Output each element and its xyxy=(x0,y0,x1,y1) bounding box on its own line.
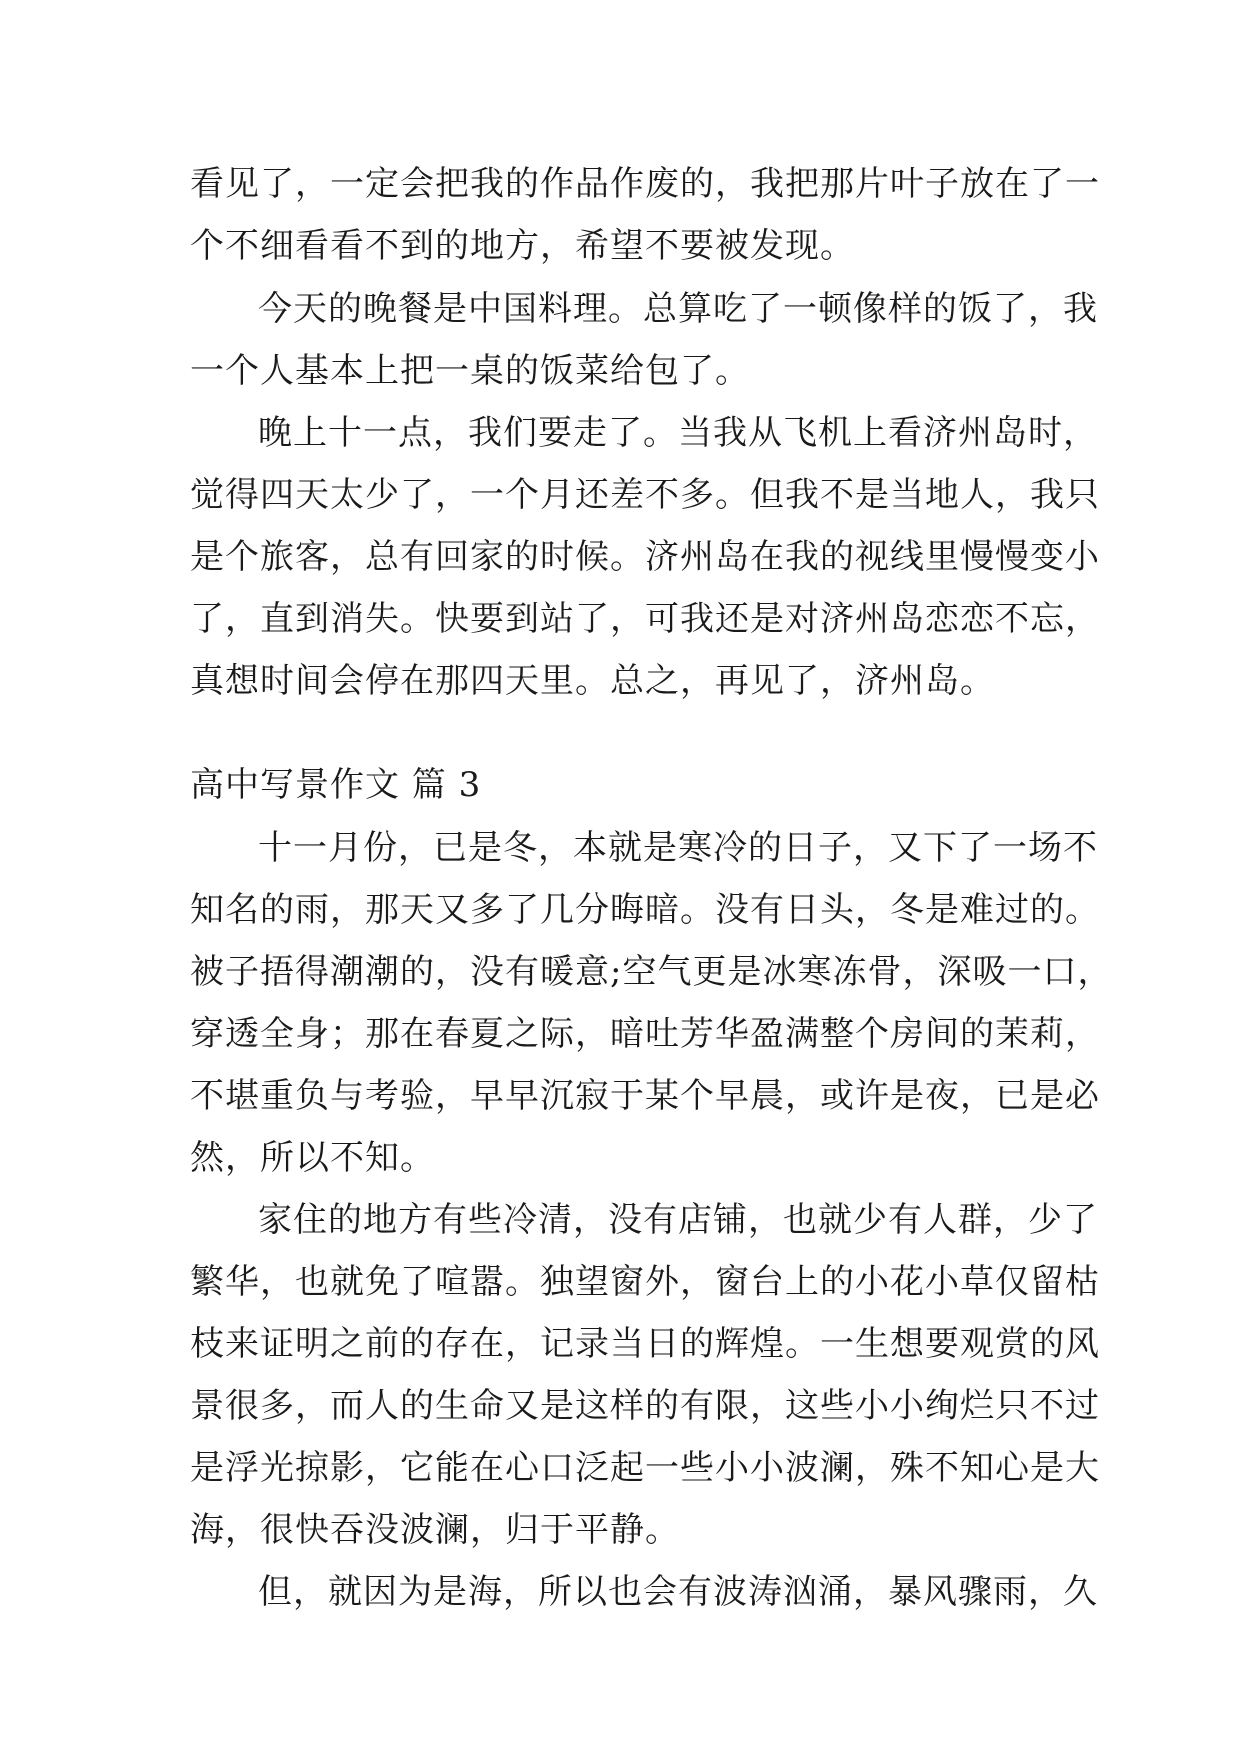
paragraph-start-line: 十一月份，已是冬，本就是寒冷的日子，又下了一场不 xyxy=(258,828,1098,868)
text-line: 一个人基本上把一桌的饭菜给包了。 xyxy=(190,351,750,391)
text-line: 然，所以不知。 xyxy=(190,1138,435,1178)
text-line: 被子捂得潮潮的，没有暖意;空气更是冰寒冻骨，深吸一口， xyxy=(190,952,1113,992)
text-line: 是浮光掠影，它能在心口泛起一些小小波澜，殊不知心是大 xyxy=(190,1448,1100,1488)
section-heading: 高中写景作文 篇 3 xyxy=(190,765,482,805)
text-line: 穿透全身；那在春夏之际，暗吐芳华盈满整个房间的茉莉， xyxy=(190,1014,1100,1054)
text-line: 海，很快吞没波澜，归于平静。 xyxy=(190,1510,680,1550)
text-line: 知名的雨，那天又多了几分晦暗。没有日头，冬是难过的。 xyxy=(190,890,1100,930)
text-line: 个不细看看不到的地方，希望不要被发现。 xyxy=(190,226,855,266)
text-line: 枝来证明之前的存在，记录当日的辉煌。一生想要观赏的风 xyxy=(190,1324,1100,1364)
paragraph-start-line: 但，就因为是海，所以也会有波涛汹涌，暴风骤雨，久 xyxy=(258,1572,1098,1612)
text-line: 不堪重负与考验，早早沉寂于某个早晨，或许是夜，已是必 xyxy=(190,1076,1100,1116)
text-line: 觉得四天太少了，一个月还差不多。但我不是当地人，我只 xyxy=(190,475,1100,515)
paragraph-start-line: 今天的晚餐是中国料理。总算吃了一顿像样的饭了，我 xyxy=(258,289,1098,329)
text-line: 景很多，而人的生命又是这样的有限，这些小小绚烂只不过 xyxy=(190,1386,1100,1426)
text-line: 真想时间会停在那四天里。总之，再见了，济州岛。 xyxy=(190,661,995,701)
text-line: 是个旅客，总有回家的时候。济州岛在我的视线里慢慢变小 xyxy=(190,537,1100,577)
text-line: 看见了，一定会把我的作品作废的，我把那片叶子放在了一 xyxy=(190,164,1100,204)
text-line: 了，直到消失。快要到站了，可我还是对济州岛恋恋不忘， xyxy=(190,599,1100,639)
paragraph-start-line: 家住的地方有些冷清，没有店铺，也就少有人群，少了 xyxy=(258,1200,1098,1240)
paragraph-start-line: 晚上十一点，我们要走了。当我从飞机上看济州岛时， xyxy=(258,413,1098,453)
text-line: 繁华，也就免了喧嚣。独望窗外，窗台上的小花小草仅留枯 xyxy=(190,1262,1100,1302)
